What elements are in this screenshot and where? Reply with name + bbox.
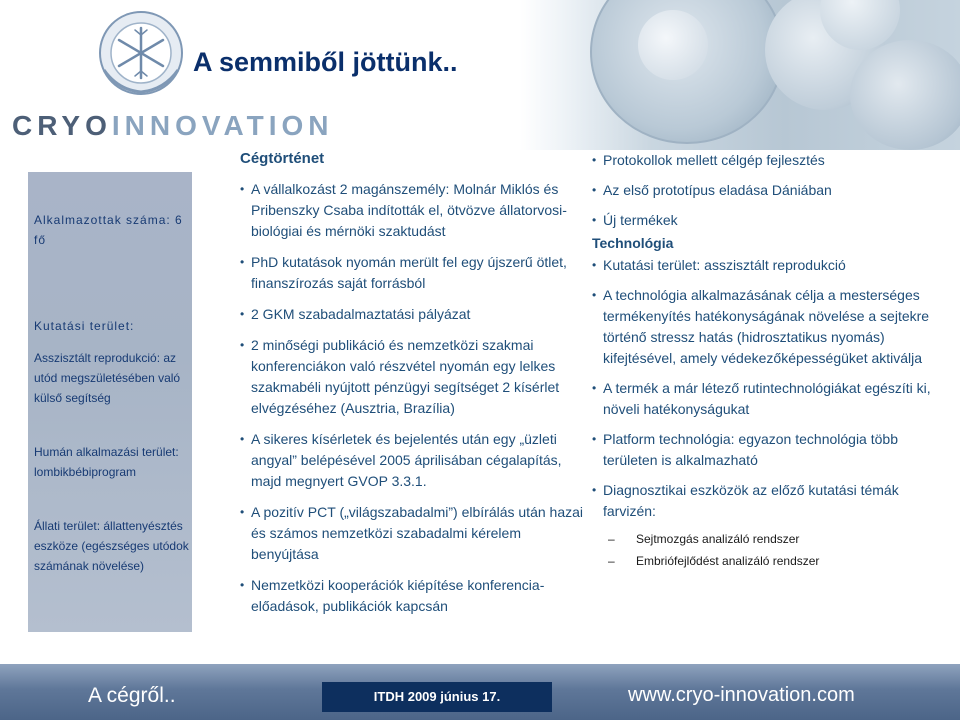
history-item: • 2 minőségi publikáció és nemzetközi szakmai konferenciákon való részvétel nyomán egy lelkes szakmabéli nyújtott pénzügyi segítséget 2 kísérlet elvégzéséhez (Ausztria, Brazília)	[240, 335, 585, 419]
brand-logo-text	[12, 110, 333, 142]
event-date-badge: ITDH 2009 június 17.	[322, 682, 552, 712]
technology-title: Technológia	[592, 235, 674, 251]
history-item: • A sikeres kísérletek és bejelentés után egy „üzleti angyal” belépésével 2005 áprilisában cégalapítás, majd megnyert GVOP 3.3.1.	[240, 429, 585, 492]
company-history-column	[240, 150, 585, 617]
header	[0, 0, 960, 150]
snowflake-hands-logo-icon	[98, 10, 184, 96]
sidebar-info-panel	[28, 172, 192, 632]
history-item: • 2 GKM szabadalmaztatási pályázat	[240, 304, 585, 325]
list-item: • Az első prototípus eladása Dániában	[592, 180, 954, 201]
sublist-item: – Sejtmozgás analizáló rendszer	[592, 528, 954, 550]
technology-column	[592, 150, 954, 572]
technology-item: • Platform technológia: egyazon technológia több területen is alkalmazható	[592, 429, 954, 471]
technology-list	[592, 255, 954, 522]
about-company-link[interactable]: A cégről..	[88, 684, 176, 707]
human-application-text: Humán alkalmazási terület: lombikbébiprogram	[34, 445, 179, 479]
website-link[interactable]: www.cryo-innovation.com	[628, 684, 855, 706]
diagnostic-sublist	[592, 528, 954, 572]
history-item: • PhD kutatások nyomán merült fel egy újszerű ötlet, finanszírozás saját forrásból	[240, 252, 585, 294]
embryo-cells-image	[520, 0, 960, 150]
brand-part-innovation: INNOVATION	[111, 110, 334, 141]
brand-part-cryo: CRYO	[12, 110, 112, 141]
page-title: A semmiből jöttünk..	[193, 47, 458, 77]
history-title: Cégtörténet	[240, 150, 325, 167]
footer-bar	[0, 664, 960, 720]
research-area-heading: Kutatási terület:	[34, 319, 135, 333]
top-list	[592, 150, 954, 231]
technology-item: • Diagnosztikai eszközök az előző kutatási témák farvizén:	[592, 480, 954, 522]
technology-item: • A termék a már létező rutintechnológiákat egészíti ki, növeli hatékonyságukat	[592, 378, 954, 420]
sublist-item: – Embriófejlődést analizáló rendszer	[592, 550, 954, 572]
animal-application-text: Állati terület: állattenyésztés eszköze (egészséges utódok számának növelése)	[34, 519, 189, 573]
research-area-text: Asszisztált reprodukció: az utód megszületésében való külső segítség	[34, 351, 181, 405]
history-list	[240, 179, 585, 617]
technology-item: • Kutatási terület: asszisztált reprodukció	[592, 255, 954, 276]
list-item: • Protokollok mellett célgép fejlesztés	[592, 150, 954, 171]
technology-item: • A technológia alkalmazásának célja a mesterséges termékenyítés hatékonyságának növelése a sejtekre történő stressz hatás (hidrosztatikus nyomás) kifejtésével, amely védekezőképességüket aktiválja	[592, 285, 954, 369]
employees-count: Alkalmazottak száma: 6 fő	[34, 213, 183, 247]
history-item: • A pozitív PCT („világszabadalmi”) elbírálás után hazai és számos nemzetközi szabadalmi kérelem benyújtása	[240, 502, 585, 565]
history-item: • A vállalkozást 2 magánszemély: Molnár Miklós és Pribenszky Csaba indították el, ötvözve állatorvosi-biológiai és mérnöki szaktudást	[240, 179, 585, 242]
history-item: • Nemzetközi kooperációk kiépítése konferencia-előadások, publikációk kapcsán	[240, 575, 585, 617]
list-item: • Új termékek	[592, 210, 954, 231]
